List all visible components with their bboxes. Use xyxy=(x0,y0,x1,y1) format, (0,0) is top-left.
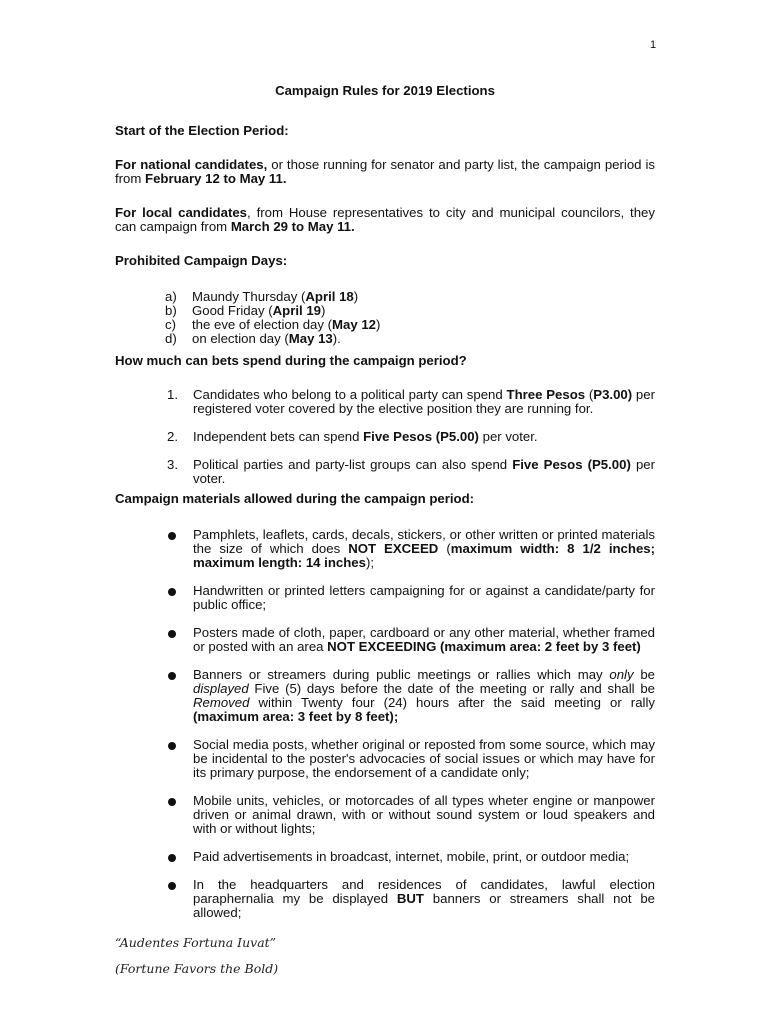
list-item xyxy=(115,850,655,864)
list-item xyxy=(115,332,655,346)
list-item-text: ( xyxy=(438,541,451,556)
local-dates: March 29 to May 11. xyxy=(230,219,355,234)
list-item xyxy=(115,626,655,654)
list-item-text: Handwritten or printed letters campaigning for or against a candidate/party for public office; xyxy=(193,583,655,612)
bullet-icon xyxy=(168,588,176,596)
list-item xyxy=(115,878,655,920)
document-body xyxy=(115,84,655,920)
list-item-emphasis: NOT EXCEEDING (maximum area: 2 feet by 3 feet) xyxy=(327,639,641,654)
list-item-text: per voter. xyxy=(478,429,538,444)
page-number: 1 xyxy=(650,39,657,51)
list-item-date: May 13 xyxy=(288,331,333,346)
bullet-icon xyxy=(168,630,176,638)
list-item-amount: Five Pesos (P5.00) xyxy=(363,429,479,444)
list-item xyxy=(115,304,655,318)
spending-heading: How much can bets spend during the campaign period? xyxy=(115,353,467,368)
list-marker: 3. xyxy=(167,457,178,472)
list-item-text: ) xyxy=(376,317,381,332)
list-item-text: Political parties and party-list groups can also spend xyxy=(193,457,513,472)
list-item xyxy=(115,668,655,724)
list-marker: d) xyxy=(165,331,177,346)
list-item xyxy=(115,388,655,416)
national-dates: February 12 to May 11. xyxy=(145,171,287,186)
national-label: For national candidates, xyxy=(115,157,268,172)
list-item xyxy=(115,458,655,486)
start-period-heading: Start of the Election Period: xyxy=(115,123,289,138)
list-item-text: Independent bets can spend xyxy=(193,429,364,444)
bullet-icon xyxy=(168,532,176,540)
list-item-text: Paid advertisements in broadcast, internet, mobile, print, or outdoor media; xyxy=(193,849,630,864)
bullet-icon xyxy=(168,798,176,806)
list-item-italic: Removed xyxy=(193,695,250,710)
list-item-text: banners or streamers shall not be allowed; xyxy=(193,891,655,920)
local-label: For local candidates xyxy=(115,205,248,220)
list-item xyxy=(115,794,655,836)
list-item-emphasis: (maximum area: 3 feet by 8 feet); xyxy=(193,709,399,724)
list-item-emphasis: NOT EXCEED xyxy=(348,541,439,556)
list-item-date: April 19 xyxy=(272,303,321,318)
list-item-date: May 12 xyxy=(332,317,377,332)
list-item xyxy=(115,318,655,332)
list-item xyxy=(115,738,655,780)
list-item-amount: P3.00) xyxy=(593,387,633,402)
prohibited-days-heading: Prohibited Campaign Days: xyxy=(115,253,288,268)
list-item-text: per registered voter covered by the elective position they are running for. xyxy=(193,387,655,416)
list-item-emphasis: maximum width: 8 1/2 inches; maximum length: 14 inches xyxy=(193,541,656,570)
list-marker: a) xyxy=(165,289,177,304)
materials-heading: Campaign materials allowed during the campaign period: xyxy=(115,491,475,506)
local-candidates-paragraph xyxy=(115,206,655,234)
list-item-emphasis: BUT xyxy=(396,891,424,906)
spending-list xyxy=(115,388,655,486)
national-text: or those running for senator and party list, the campaign period is from xyxy=(115,157,655,186)
list-item xyxy=(115,430,655,444)
list-item-italic: displayed xyxy=(193,681,249,696)
list-item-text: Pamphlets, leaflets, cards, decals, stickers, or other written or printed materials the size of which does xyxy=(193,527,655,556)
list-item xyxy=(115,584,655,612)
bullet-icon xyxy=(168,882,176,890)
list-item-text: ). xyxy=(332,331,341,346)
bullet-icon xyxy=(168,672,176,680)
list-item-date: April 18 xyxy=(305,289,354,304)
list-item-text: Candidates who belong to a political party can spend xyxy=(193,387,507,402)
materials-list xyxy=(115,528,655,920)
list-item-text: be xyxy=(633,667,655,682)
list-marker: c) xyxy=(165,317,176,332)
list-item-text: ( xyxy=(585,387,594,402)
list-item-text: Banners or streamers during public meetings or rallies which may xyxy=(193,667,610,682)
list-item-text: ) xyxy=(353,289,359,304)
list-item-text: within Twenty four (24) hours after the said meeting or rally xyxy=(249,695,655,710)
list-item-amount: Three Pesos xyxy=(506,387,586,402)
list-item-text: Maundy Thursday ( xyxy=(192,289,306,304)
prohibited-days-list xyxy=(115,290,655,346)
list-item-text: Posters made of cloth, paper, cardboard or any other material, whether framed or posted with an area xyxy=(193,625,655,654)
list-marker: b) xyxy=(165,303,177,318)
national-candidates-paragraph xyxy=(115,158,655,186)
footer-motto: “Audentes Fortuna Iuvat” xyxy=(115,935,277,950)
list-item-italic: only xyxy=(609,667,634,682)
local-text: , from House representatives to city and municipal councilors, they can campaign from xyxy=(115,205,655,234)
list-item-amount: Five Pesos (P5.00) xyxy=(512,457,631,472)
list-item-text: Good Friday ( xyxy=(192,303,273,318)
list-item-text: Mobile units, vehicles, or motorcades of all types wheter engine or manpower driven or animal drawn, with or without sound system or loud speakers and with or without lights; xyxy=(193,793,655,836)
bullet-icon xyxy=(168,854,176,862)
list-item-text: Social media posts, whether original or reposted from some source, which may be incidental to the poster's advocacies of social issues or which may have for its primary purpose, the endorsement of a candidate only; xyxy=(193,737,655,780)
list-item-text: In the headquarters and residences of candidates, lawful election paraphernalia my be displayed xyxy=(193,877,655,906)
list-marker: 1. xyxy=(167,387,178,402)
footer-translation: (Fortune Favors the Bold) xyxy=(115,961,279,976)
bullet-icon xyxy=(168,742,176,750)
list-item-text: on election day ( xyxy=(192,331,289,346)
list-item-text: Five (5) days before the date of the meeting or rally and shall be xyxy=(248,681,655,696)
document-title: Campaign Rules for 2019 Elections xyxy=(275,83,495,98)
list-item-text: ) xyxy=(321,303,326,318)
list-item xyxy=(115,290,655,304)
list-marker: 2. xyxy=(167,429,178,444)
list-item xyxy=(115,528,655,570)
list-item-text: ); xyxy=(365,555,375,570)
list-item-text: per voter. xyxy=(193,457,655,486)
list-item-text: the eve of election day ( xyxy=(192,317,333,332)
